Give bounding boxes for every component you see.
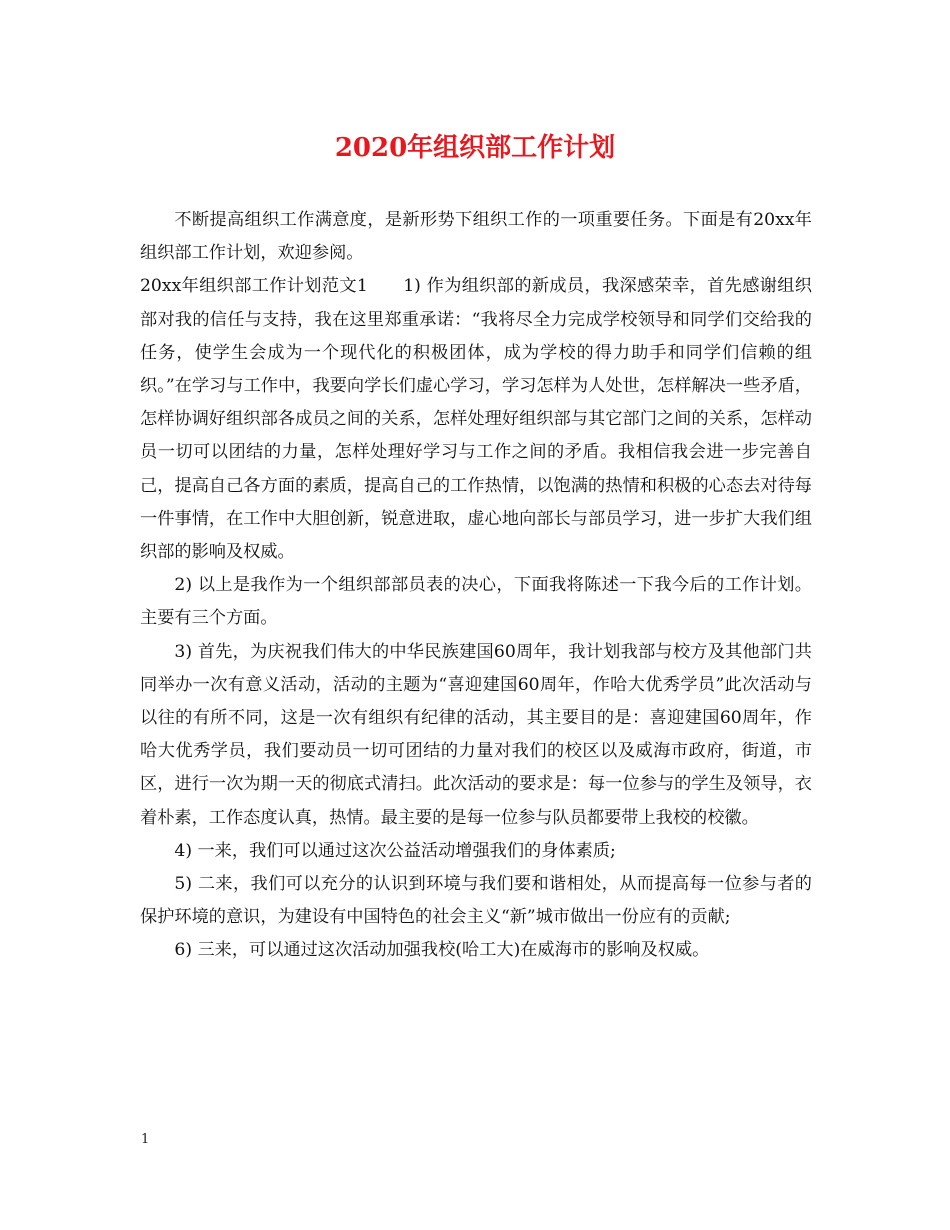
paragraph-1: 20xx年组织部工作计划范文1 1) 作为组织部的新成员，我深感荣幸，首先感谢组织部对我的信任与支持，我在这里郑重承诺：“我将尽全力完成学校领导和同学们交给我的任务，使学生会成为一个现代化的积极团体，成为学校的得力助手和同学们信赖的组织。”在学习与工作中，我要向学长们虚心学习，学习怎样为人处世，怎样解决一些矛盾，怎样协调好组织部各成员之间的关系，怎样处理好组织部与其它部门之间的关系，怎样动员一切可以团结的力量，怎样处理好学习与工作之间的矛盾。我相信我会进一步完善自己，提高自己各方面的素质，提高自己的工作热情，以饱满的热情和积极的心态去对待每一件事情，在工作中大胆创新，锐意进取，虚心地向部长与部员学习，进一步扩大我们组织部的影响及权威。 [140,276,812,563]
paragraph-2: 2) 以上是我作为一个组织部部员表的决心，下面我将陈述一下我今后的工作计划。主要有三个方面。 [140,575,812,629]
paragraph-6: 6) 三来，可以通过这次活动加强我校(哈工大)在威海市的影响及权威。 [174,940,710,961]
paragraph-4: 4) 一来，我们可以通过这次公益活动增强我们的身体素质; [174,840,616,861]
document-title: 2020年组织部工作计划 [334,133,616,163]
paragraph-3: 3) 首先，为庆祝我们伟大的中华民族建国60周年，我计划我部与校方及其他部门共同举办一次有意义活动，活动的主题为“喜迎建国60周年，作哈大优秀学员”此次活动与以往的有所不同，这是一次有组织有纪律的活动，其主要目的是：喜迎建国60周年，作哈大优秀学员，我们要动员一切可团结的力量对我们的校区以及威海市政府，街道，市区，进行一次为期一天的彻底式清扫。此次活动的要求是：每一位参与的学生及领导，衣着朴素，工作态度认真，热情。最主要的是每一位参与队员都要带上我校的校徽。 [140,641,812,828]
page-number: 1 [141,1132,150,1147]
paragraph-intro: 不断提高组织工作满意度，是新形势下组织工作的一项重要任务。下面是有20xx年组织部工作计划，欢迎参阅。 [140,210,812,264]
document-body [140,204,812,968]
paragraph-5: 5) 二来，我们可以充分的认识到环境与我们要和谐相处，从而提高每一位参与者的保护环境的意识，为建设有中国特色的社会主义“新”城市做出一份应有的贡献; [140,874,812,928]
